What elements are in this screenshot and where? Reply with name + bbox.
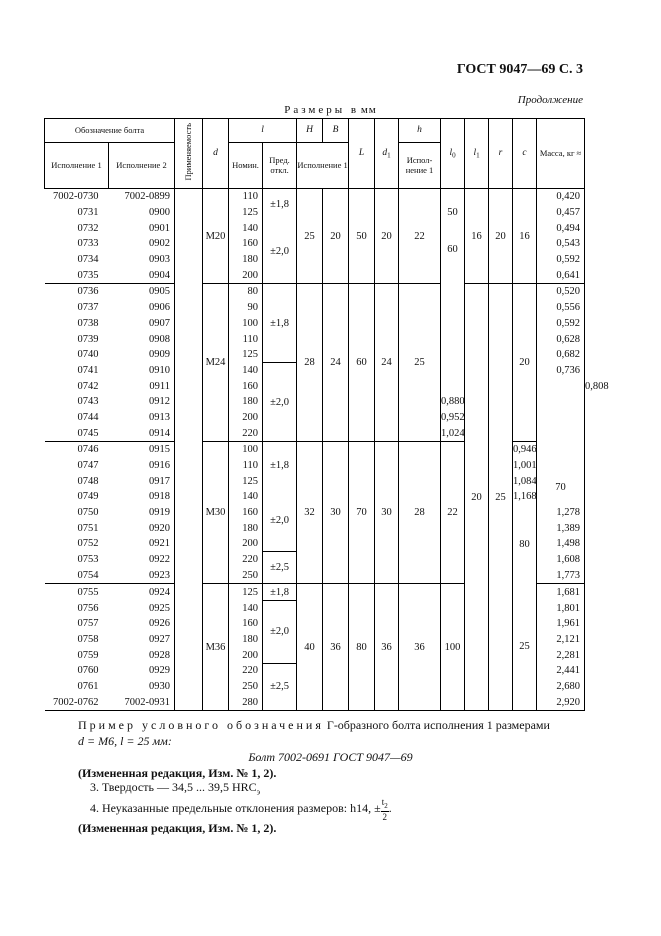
exec2-cell: 0912 (109, 394, 175, 410)
col-l0 (441, 119, 465, 189)
l0-cell: 50 (441, 189, 465, 237)
col-exec2: Исполнение 2 (109, 143, 175, 189)
example-paragraph (78, 717, 583, 749)
exec1-cell: 0733 (77, 238, 99, 250)
H-cell: 25 (297, 189, 323, 284)
exec2-cell: 0902 (109, 236, 175, 252)
l-nom-cell: 250 (229, 679, 263, 695)
exec1-cell: 0745 (45, 425, 109, 441)
d1-cell: 30 (375, 442, 399, 584)
l-nom-cell: 125 (229, 347, 263, 363)
l-tol-cell: ±2,5 (263, 552, 297, 584)
l-nom-cell: 140 (229, 363, 263, 379)
col-d (203, 119, 229, 189)
l-nom-cell: 90 (229, 300, 263, 316)
l-nom-cell: 100 (229, 316, 263, 332)
mass-cell: 0,736 (537, 363, 585, 379)
col-L-text: L (358, 148, 365, 159)
exec2-cell: 0921 (109, 536, 175, 552)
d-cell: M24 (203, 284, 229, 442)
col-d1-text: d (382, 147, 388, 158)
l-nom-cell: 110 (229, 189, 263, 205)
l-nom-cell: 140 (229, 220, 263, 236)
col-d1-sub: 1 (387, 151, 391, 160)
l-nom-cell: 80 (229, 284, 263, 300)
d-cell: M20 (203, 189, 229, 284)
l-tol-cell: ±1,8 (263, 284, 297, 363)
mass-cell: 0,520 (537, 284, 585, 300)
l-nom-cell: 220 (229, 663, 263, 679)
exec2-cell: 0925 (109, 600, 175, 616)
fraction-num-sub: 2 (384, 801, 388, 810)
col-l1-text: l (473, 147, 477, 158)
exec2-cell: 0923 (109, 568, 175, 584)
c-cell: 25 (513, 584, 537, 711)
l-nom-cell: 200 (229, 536, 263, 552)
mass-cell: 1,024 (441, 425, 465, 441)
l1-cell: 16 (465, 189, 489, 284)
h-cell: 22 (399, 189, 441, 284)
l-tol-cell: ±2,5 (263, 663, 297, 711)
note-hardness (90, 780, 595, 796)
exec2-cell: 0904 (109, 267, 175, 283)
r-cell: 25 (489, 284, 513, 711)
L-cell: 70 (349, 442, 375, 584)
l-nom-cell: 220 (229, 425, 263, 441)
l1-cell: 20 (465, 284, 489, 711)
l-tol-cell: ±1,8 (263, 584, 297, 601)
exec2-cell: 0929 (109, 663, 175, 679)
exec1-cell: 0751 (77, 522, 99, 534)
l0-cell: 60 (441, 236, 465, 394)
sizes-word: Размеры (284, 104, 346, 116)
exec2-cell: 0910 (109, 363, 175, 379)
table-row (45, 284, 585, 300)
exec2-cell: 0928 (109, 647, 175, 663)
fraction-denominator: 2 (382, 811, 387, 822)
l-nom-cell: 110 (229, 331, 263, 347)
exec1-cell: 7002-0730 (53, 191, 99, 203)
exec1-cell: 0734 (77, 254, 99, 266)
exec2-cell: 0913 (109, 410, 175, 426)
change-note-1: (Измененная редакция, Изм. № 1, 2). (78, 766, 277, 780)
mass-cell: 2,121 (537, 632, 585, 648)
col-H (297, 119, 323, 143)
L-cell: 50 (349, 189, 375, 284)
exec2-cell: 0903 (109, 252, 175, 268)
exec1-cell: 0755 (77, 586, 99, 598)
exec1-cell: 0747 (77, 460, 99, 472)
h-cell: 36 (399, 584, 441, 711)
exec1-cell: 0759 (77, 649, 99, 661)
col-applicability-text: Применяемость (182, 123, 193, 181)
H-cell: 28 (297, 284, 323, 442)
bolt-dimensions-table (44, 118, 609, 711)
exec1-cell: 0744 (77, 411, 99, 423)
example-lead: Пример условного обозначения (78, 718, 324, 732)
l-tol-cell: ±2,0 (263, 600, 297, 663)
note-fraction (381, 797, 389, 822)
mass-cell: 1,961 (537, 616, 585, 632)
col-HB-exec: Исполнение 1 (297, 143, 349, 189)
col-l1-sub: 1 (476, 151, 480, 160)
mass-cell: 1,001 (513, 458, 537, 474)
note-hardness-text: 3. Твердость — 34,5 ... 39,5 HRC (90, 780, 257, 794)
exec1-cell: 0756 (77, 602, 99, 614)
exec2-cell: 0915 (109, 442, 175, 458)
l-nom-cell: 200 (229, 410, 263, 426)
col-l0-sub: 0 (452, 151, 456, 160)
example-rest: Г-образного болта исполнения 1 размерами (323, 718, 550, 732)
exec1-cell: 0741 (77, 364, 99, 376)
exec1-cell: 0761 (77, 681, 99, 693)
col-l-nom: Номин. (229, 143, 263, 189)
note-tolerances: 4. Неуказанные предельные отклонения размеров: h14, ± $\frac{t_2}{2}$ . (90, 797, 392, 822)
applicability-cell (175, 189, 203, 711)
l-tol-cell: ±2,0 (263, 220, 297, 283)
mass-cell: 0,682 (537, 347, 585, 363)
mass-cell: 1,278 (537, 505, 585, 521)
B-cell: 24 (323, 284, 349, 442)
d1-cell: 36 (375, 584, 399, 711)
col-mass: Масса, кг ≈ (537, 119, 585, 189)
table-body (45, 189, 609, 711)
exec2-cell: 0919 (109, 505, 175, 521)
exec2-cell: 0901 (109, 220, 175, 236)
exec1-cell: 0731 (77, 207, 99, 219)
H-cell: 40 (297, 584, 323, 711)
exec2-cell: 0920 (109, 520, 175, 536)
exec1-cell: 0740 (77, 349, 99, 361)
continuation-label: Продолжение (517, 94, 583, 106)
exec1-cell: 0738 (77, 317, 99, 329)
B-cell: 36 (323, 584, 349, 711)
exec1-cell: 0735 (45, 267, 109, 283)
col-c (513, 119, 537, 189)
l0-cell: 70 (537, 378, 585, 505)
l-nom-cell: 250 (229, 568, 263, 584)
fraction-numerator (381, 797, 389, 812)
mass-cell: 1,608 (537, 552, 585, 568)
exec1-cell: 0732 (77, 222, 99, 234)
col-r-text: r (498, 148, 503, 159)
mass-cell: 1,084 (513, 473, 537, 489)
d-cell: M36 (203, 584, 229, 711)
col-d-text: d (213, 148, 218, 159)
d1-cell: 24 (375, 284, 399, 442)
exec1-cell: 0746 (77, 444, 99, 456)
exec2-cell: 0906 (109, 300, 175, 316)
mass-cell: 0,420 (537, 189, 585, 205)
l-nom-cell: 280 (229, 695, 263, 711)
l-tol-cell: ±2,0 (263, 363, 297, 442)
exec2-cell: 0900 (109, 205, 175, 221)
l-nom-cell: 160 (229, 378, 263, 394)
exec1-cell: 0757 (77, 618, 99, 630)
l-nom-cell: 125 (229, 473, 263, 489)
col-B (323, 119, 349, 143)
exec2-cell: 0907 (109, 316, 175, 332)
mass-cell: 1,801 (537, 600, 585, 616)
table-row (45, 189, 585, 205)
l-nom-cell: 200 (229, 267, 263, 283)
mass-cell: 0,457 (537, 205, 585, 221)
mass-cell: 0,628 (537, 331, 585, 347)
exec1-cell: 0749 (77, 491, 99, 503)
l-nom-cell: 140 (229, 600, 263, 616)
exec1-cell: 0750 (77, 507, 99, 519)
d-cell: M30 (203, 442, 229, 584)
mass-cell: 2,281 (537, 647, 585, 663)
B-cell: 20 (323, 189, 349, 284)
l-nom-cell: 100 (229, 442, 263, 458)
h-cell: 25 (399, 284, 441, 442)
l-tol-cell: ±1,8 (263, 189, 297, 221)
exec1-cell: 0760 (77, 665, 99, 677)
l-nom-cell: 180 (229, 252, 263, 268)
col-d1 (375, 119, 399, 189)
col-l-tol: Пред. откл. (263, 143, 297, 189)
exec2-cell: 0917 (109, 473, 175, 489)
exec2-cell: 7002-0899 (109, 189, 175, 205)
col-B-text: B (332, 125, 339, 136)
col-h-text: h (417, 125, 422, 136)
example-line2: d = М6, l = 25 мм: (78, 734, 172, 748)
exec2-cell: 0922 (109, 552, 175, 568)
exec2-cell: 0926 (109, 616, 175, 632)
exec1-cell: 0739 (77, 333, 99, 345)
col-h-exec: Испол-нение 1 (399, 143, 441, 189)
col-H-text: H (306, 125, 313, 136)
sizes-caption (0, 104, 661, 116)
mass-cell: 0,952 (441, 410, 465, 426)
exec1-cell: 0754 (45, 568, 109, 584)
exec1-cell: 0758 (77, 634, 99, 646)
exec2-cell: 0924 (109, 584, 175, 601)
l-tol-cell: ±2,0 (263, 489, 297, 552)
exec2-cell: 0914 (109, 425, 175, 441)
col-exec1: Исполнение 1 (45, 143, 109, 189)
c-cell: 22 (441, 442, 465, 584)
col-applicability (175, 119, 203, 189)
mass-cell: 0,641 (537, 267, 585, 283)
page-header: ГОСТ 9047—69 С. 3 (456, 62, 583, 77)
exec1-cell: 0742 (77, 380, 99, 392)
mass-cell: 1,498 (537, 536, 585, 552)
L-cell: 80 (349, 584, 375, 711)
exec2-cell: 0905 (109, 284, 175, 300)
col-r (489, 119, 513, 189)
col-l-text: l (261, 125, 264, 136)
col-L (349, 119, 375, 189)
change-note-2: (Измененная редакция, Изм. № 1, 2). (78, 821, 277, 835)
exec1-cell: 0743 (77, 396, 99, 408)
l-nom-cell: 160 (229, 236, 263, 252)
fraction-num-letter: t (381, 797, 385, 807)
mass-cell: 0,880 (441, 394, 465, 410)
H-cell: 32 (297, 442, 323, 584)
note-hardness-sub: э (256, 787, 261, 797)
mass-cell: 0,592 (537, 252, 585, 268)
exec2-cell: 0927 (109, 632, 175, 648)
exec2-cell: 0918 (109, 489, 175, 505)
note-tolerances-text: 4. Неуказанные предельные отклонения размеров: h14, ± (90, 801, 381, 816)
mass-cell: 0,556 (537, 300, 585, 316)
exec1-cell: 0736 (77, 286, 99, 298)
mass-cell: 1,389 (537, 520, 585, 536)
mass-cell: 0,543 (537, 236, 585, 252)
col-designation: Обозначение болта (45, 119, 175, 143)
col-l0-text: l (449, 147, 453, 158)
l-nom-cell: 125 (229, 584, 263, 601)
sizes-unit: в мм (350, 104, 377, 116)
exec2-cell: 0909 (109, 347, 175, 363)
c-cell: 16 (513, 189, 537, 284)
exec2-cell: 0911 (109, 378, 175, 394)
l0-cell: 80 (513, 505, 537, 584)
exec1-cell: 0748 (77, 475, 99, 487)
exec1-cell: 7002-0762 (45, 695, 109, 711)
l-nom-cell: 160 (229, 616, 263, 632)
exec1-cell: 0753 (77, 554, 99, 566)
l-nom-cell: 140 (229, 489, 263, 505)
mass-cell: 0,494 (537, 220, 585, 236)
B-cell: 30 (323, 442, 349, 584)
exec2-cell: 7002-0931 (109, 695, 175, 711)
table-row: 0742 0911 160 70 0,808 (45, 378, 585, 394)
l-nom-cell: 180 (229, 632, 263, 648)
l-nom-cell: 200 (229, 647, 263, 663)
exec2-cell: 0908 (109, 331, 175, 347)
c-cell: 20 (513, 284, 537, 442)
l-nom-cell: 125 (229, 205, 263, 221)
exec1-cell: 0737 (77, 302, 99, 314)
h-cell: 28 (399, 442, 441, 584)
d1-cell: 20 (375, 189, 399, 284)
col-c-text: c (522, 148, 527, 159)
mass-cell: 1,681 (537, 584, 585, 601)
mass-cell: 0,592 (537, 316, 585, 332)
exec1-cell: 0752 (77, 538, 99, 550)
l-nom-cell: 160 (229, 505, 263, 521)
exec2-cell: 0930 (109, 679, 175, 695)
exec2-cell: 0916 (109, 458, 175, 474)
l-tol-cell: ±1,8 (263, 442, 297, 490)
mass-cell: 0,946 (513, 442, 537, 458)
mass-cell: 1,168 (513, 489, 537, 505)
mass-cell: 1,773 (537, 568, 585, 584)
l-nom-cell: 220 (229, 552, 263, 568)
l0-cell: 100 (441, 584, 465, 711)
L-cell: 60 (349, 284, 375, 442)
l-nom-cell: 180 (229, 520, 263, 536)
l-nom-cell: 110 (229, 458, 263, 474)
col-l (229, 119, 297, 143)
col-l1 (465, 119, 489, 189)
col-h (399, 119, 441, 143)
example-designation: Болт 7002-0691 ГОСТ 9047—69 (248, 750, 413, 764)
l-nom-cell: 180 (229, 394, 263, 410)
r-cell: 20 (489, 189, 513, 284)
mass-cell: 2,680 (537, 679, 585, 695)
mass-cell: 2,441 (537, 663, 585, 679)
mass-cell: 2,920 (537, 695, 585, 711)
